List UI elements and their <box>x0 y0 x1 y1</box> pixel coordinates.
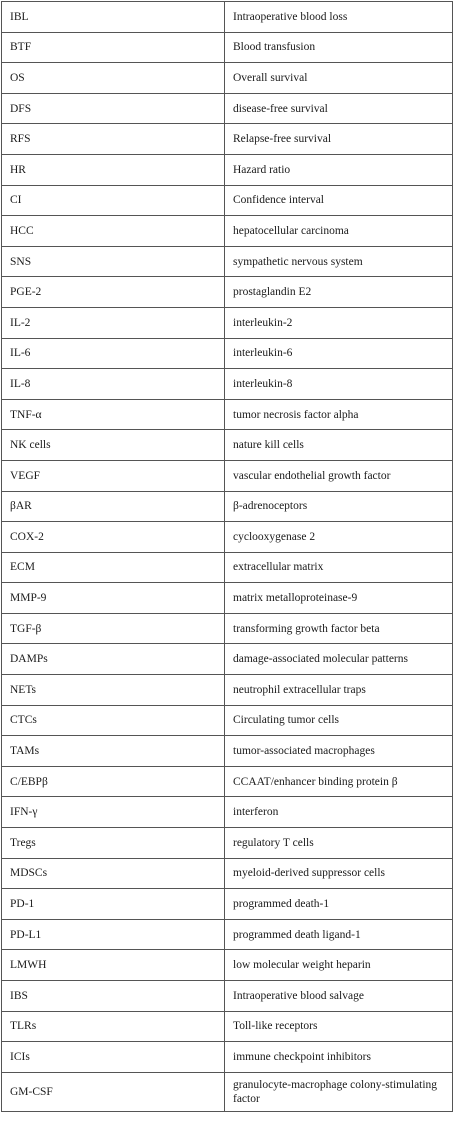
table-row <box>2 950 453 981</box>
abbreviation-cell: DFS <box>2 93 225 124</box>
table-row <box>2 430 453 461</box>
abbreviation-cell: TLRs <box>2 1011 225 1042</box>
definition-cell: hepatocellular carcinoma <box>225 216 453 247</box>
abbreviation-cell: BTF <box>2 32 225 63</box>
definition-cell: Confidence interval <box>225 185 453 216</box>
abbreviation-cell: ICIs <box>2 1042 225 1073</box>
table-row <box>2 675 453 706</box>
table-row <box>2 522 453 553</box>
abbreviation-cell: VEGF <box>2 460 225 491</box>
definition-cell: sympathetic nervous system <box>225 246 453 277</box>
table-row <box>2 736 453 767</box>
table-row <box>2 399 453 430</box>
definition-cell: Toll-like receptors <box>225 1011 453 1042</box>
table-row <box>2 644 453 675</box>
abbreviation-cell: MMP-9 <box>2 583 225 614</box>
table-row <box>2 185 453 216</box>
abbreviation-cell: OS <box>2 63 225 94</box>
definition-cell: Hazard ratio <box>225 154 453 185</box>
table-row <box>2 981 453 1012</box>
table-row <box>2 93 453 124</box>
definition-cell: cyclooxygenase 2 <box>225 522 453 553</box>
definition-cell: nature kill cells <box>225 430 453 461</box>
definition-cell: myeloid-derived suppressor cells <box>225 858 453 889</box>
definition-cell: programmed death-1 <box>225 889 453 920</box>
abbreviation-cell: MDSCs <box>2 858 225 889</box>
table-row <box>2 2 453 33</box>
abbreviation-cell: βAR <box>2 491 225 522</box>
abbreviation-cell: PD-1 <box>2 889 225 920</box>
table-row <box>2 246 453 277</box>
abbreviation-cell: Tregs <box>2 828 225 859</box>
abbreviation-cell: DAMPs <box>2 644 225 675</box>
definition-cell: neutrophil extracellular traps <box>225 675 453 706</box>
abbreviations-table <box>1 1 453 1112</box>
table-row <box>2 705 453 736</box>
abbreviation-cell: TAMs <box>2 736 225 767</box>
definition-cell: disease-free survival <box>225 93 453 124</box>
abbreviation-cell: IBL <box>2 2 225 33</box>
definition-cell: Intraoperative blood loss <box>225 2 453 33</box>
table-row <box>2 919 453 950</box>
abbreviation-cell: IL-6 <box>2 338 225 369</box>
definition-cell: damage-associated molecular patterns <box>225 644 453 675</box>
definition-cell: interleukin-8 <box>225 369 453 400</box>
definition-cell: Blood transfusion <box>225 32 453 63</box>
abbreviation-cell: IL-2 <box>2 307 225 338</box>
abbreviation-cell: HR <box>2 154 225 185</box>
table-row <box>2 552 453 583</box>
abbreviation-cell: CTCs <box>2 705 225 736</box>
definition-cell: β-adrenoceptors <box>225 491 453 522</box>
definition-cell: matrix metalloproteinase-9 <box>225 583 453 614</box>
abbreviation-cell: IL-8 <box>2 369 225 400</box>
abbreviation-cell: COX-2 <box>2 522 225 553</box>
table-row <box>2 216 453 247</box>
abbreviation-cell: LMWH <box>2 950 225 981</box>
table-row <box>2 338 453 369</box>
table-row <box>2 766 453 797</box>
abbreviation-cell: SNS <box>2 246 225 277</box>
table-row <box>2 583 453 614</box>
table-row <box>2 63 453 94</box>
definition-cell: granulocyte-macrophage colony-stimulating factor <box>225 1072 453 1111</box>
definition-cell: programmed death ligand-1 <box>225 919 453 950</box>
definition-cell: extracellular matrix <box>225 552 453 583</box>
abbreviation-cell: GM-CSF <box>2 1072 225 1111</box>
abbreviation-cell: IBS <box>2 981 225 1012</box>
abbreviation-cell: NK cells <box>2 430 225 461</box>
table-row <box>2 369 453 400</box>
definition-cell: Overall survival <box>225 63 453 94</box>
table-row <box>2 797 453 828</box>
abbreviations-table-body <box>2 2 453 1112</box>
definition-cell: prostaglandin E2 <box>225 277 453 308</box>
definition-cell: interferon <box>225 797 453 828</box>
abbreviation-cell: TNF-α <box>2 399 225 430</box>
table-row <box>2 858 453 889</box>
definition-cell: immune checkpoint inhibitors <box>225 1042 453 1073</box>
definition-cell: CCAAT/enhancer binding protein β <box>225 766 453 797</box>
definition-cell: low molecular weight heparin <box>225 950 453 981</box>
table-row <box>2 277 453 308</box>
abbreviation-cell: HCC <box>2 216 225 247</box>
definition-cell: tumor necrosis factor alpha <box>225 399 453 430</box>
abbreviation-cell: NETs <box>2 675 225 706</box>
table-row <box>2 1011 453 1042</box>
definition-cell: regulatory T cells <box>225 828 453 859</box>
table-row <box>2 124 453 155</box>
definition-cell: Intraoperative blood salvage <box>225 981 453 1012</box>
definition-cell: interleukin-2 <box>225 307 453 338</box>
abbreviation-cell: IFN-γ <box>2 797 225 828</box>
abbreviation-cell: ECM <box>2 552 225 583</box>
table-row <box>2 828 453 859</box>
abbreviation-cell: PD-L1 <box>2 919 225 950</box>
abbreviation-cell: C/EBPβ <box>2 766 225 797</box>
definition-cell: tumor-associated macrophages <box>225 736 453 767</box>
definition-cell: Relapse-free survival <box>225 124 453 155</box>
table-row <box>2 1042 453 1073</box>
definition-cell: vascular endothelial growth factor <box>225 460 453 491</box>
definition-cell: interleukin-6 <box>225 338 453 369</box>
abbreviation-cell: CI <box>2 185 225 216</box>
table-row <box>2 460 453 491</box>
table-row <box>2 1072 453 1111</box>
table-row <box>2 307 453 338</box>
table-row <box>2 491 453 522</box>
abbreviation-cell: PGE-2 <box>2 277 225 308</box>
definition-cell: transforming growth factor beta <box>225 613 453 644</box>
definition-cell: Circulating tumor cells <box>225 705 453 736</box>
table-row <box>2 154 453 185</box>
abbreviation-cell: TGF-β <box>2 613 225 644</box>
table-row <box>2 613 453 644</box>
table-row <box>2 889 453 920</box>
table-row <box>2 32 453 63</box>
abbreviation-cell: RFS <box>2 124 225 155</box>
